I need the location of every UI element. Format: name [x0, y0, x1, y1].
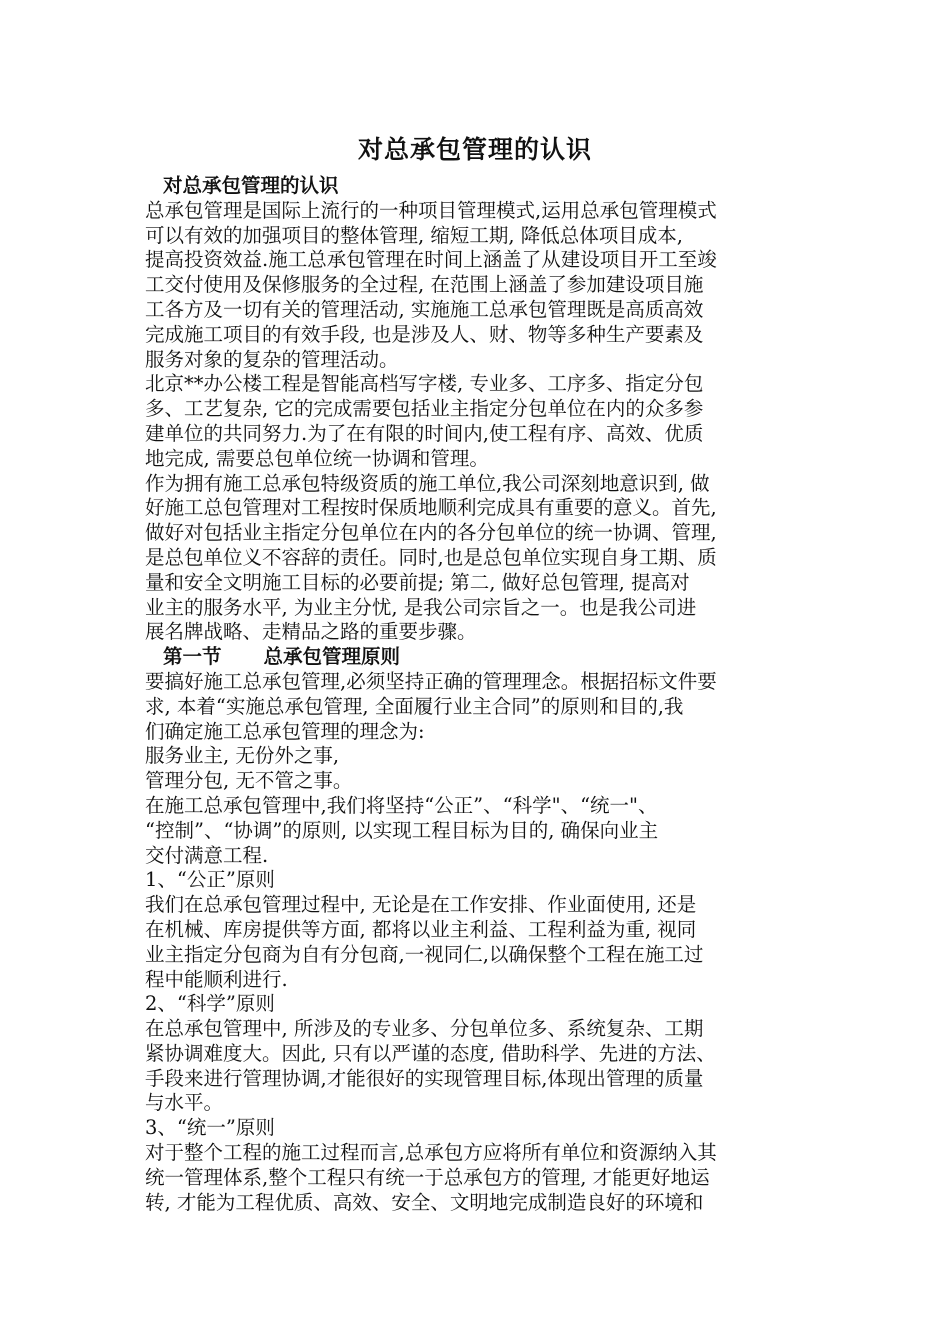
paragraph-line: 好施工总包管理对工程按时保质地顺利完成具有重要的意义。首先, — [145, 496, 717, 520]
paragraph-line: 建单位的共同努力.为了在有限的时间内,使工程有序、高效、优质 — [145, 421, 704, 445]
paragraph-line: 工交付使用及保修服务的全过程, 在范围上涵盖了参加建设项目施 — [145, 273, 704, 297]
paragraph-line: 程中能顺利进行. — [145, 967, 288, 991]
section-paragraphs — [145, 670, 815, 868]
document-title: 对总承包管理的认识 — [357, 135, 592, 164]
paragraph-line: 量和安全文明施工目标的必要前提; 第二, 做好总包管理, 提高对 — [145, 570, 690, 594]
paragraph-line: 多、工艺复杂, 它的完成需要包括业主指定分包单位在内的众多参 — [145, 397, 704, 421]
paragraph-line: 做好对包括业主指定分包单位在内的各分包单位的统一协调、管理, — [145, 521, 717, 545]
paragraph-line: 在总承包管理中, 所涉及的专业多、分包单位多、系统复杂、工期 — [145, 1017, 704, 1041]
paragraph — [145, 199, 815, 373]
principle-heading: 2、“科学”原则 — [145, 992, 275, 1016]
paragraph-line: 作为拥有施工总承包特级资质的施工单位,我公司深刻地意识到, 做 — [145, 471, 710, 495]
document-body — [145, 174, 815, 1215]
paragraph-line: 业主的服务水平, 为业主分忧, 是我公司宗旨之一。也是我公司进 — [145, 595, 697, 619]
paragraph-line: 们确定施工总承包管理的理念为: — [145, 719, 425, 743]
paragraph-line: 服务对象的复杂的管理活动。 — [145, 347, 399, 371]
paragraph-line: 地完成, 需要总包单位统一协调和管理。 — [145, 446, 489, 470]
paragraph — [145, 769, 815, 794]
paragraph — [145, 794, 815, 868]
principle-item — [145, 868, 815, 992]
paragraph-line: 是总包单位义不容辞的责任。同时,也是总包单位实现自身工期、质 — [145, 545, 717, 569]
paragraph — [145, 372, 815, 471]
paragraph-line: 紧协调难度大。因此, 只有以严谨的态度, 借助科学、先进的方法、 — [145, 1041, 716, 1065]
paragraph-line: “控制”、“协调”的原则, 以实现工程目标为目的, 确保向业主 — [145, 818, 659, 842]
section-number: 第一节 — [163, 645, 222, 669]
paragraph-line: 在机械、库房提供等方面, 都将以业主利益、工程利益为重, 视同 — [145, 917, 697, 941]
paragraph — [145, 670, 815, 744]
paragraph-line: 求, 本着“实施总承包管理, 全面履行业主合同”的原则和目的,我 — [145, 694, 684, 718]
paragraph-line: 业主指定分包商为自有分包商,一视同仁,以确保整个工程在施工过 — [145, 942, 704, 966]
document-subtitle: 对总承包管理的认识 — [163, 174, 339, 197]
paragraph-line: 我们在总承包管理过程中, 无论是在工作安排、作业面使用, 还是 — [145, 893, 697, 917]
principle-heading: 1、“公正”原则 — [145, 868, 275, 892]
principles-list — [145, 868, 815, 1215]
paragraph-line: 工各方及一切有关的管理活动, 实施施工总承包管理既是高质高效 — [145, 297, 704, 321]
paragraph-line: 管理分包, 无不管之事。 — [145, 769, 353, 793]
paragraph-line: 总承包管理是国际上流行的一种项目管理模式,运用总承包管理模式 — [145, 198, 717, 222]
paragraph — [145, 744, 815, 769]
section-title: 总承包管理原则 — [263, 645, 401, 669]
paragraph — [145, 472, 815, 646]
paragraph-line: 统一管理体系,整个工程只有统一于总承包方的管理, 才能更好地运 — [145, 1165, 710, 1189]
paragraph-line: 转, 才能为工程优质、高效、安全、文明地完成制造良好的环境和 — [145, 1190, 704, 1214]
principle-item — [145, 1116, 815, 1215]
paragraph-line: 要搞好施工总承包管理,必须坚持正确的管理理念。根据招标文件要 — [145, 669, 717, 693]
section-heading — [145, 645, 815, 670]
paragraph-line: 手段来进行管理协调,才能很好的实现管理目标,体现出管理的质量 — [145, 1066, 704, 1090]
paragraph-line: 交付满意工程. — [145, 843, 269, 867]
paragraph-line: 北京**办公楼工程是智能高档写字楼, 专业多、工序多、指定分包 — [145, 372, 704, 396]
intro-paragraphs — [145, 199, 815, 645]
paragraph-line: 完成施工项目的有效手段, 也是涉及人、财、物等多种生产要素及 — [145, 322, 704, 346]
paragraph-line: 与水平。 — [145, 1091, 224, 1115]
paragraph-line: 可以有效的加强项目的整体管理, 缩短工期, 降低总体项目成本, — [145, 223, 683, 247]
paragraph-line: 对于整个工程的施工过程而言,总承包方应将所有单位和资源纳入其 — [145, 1141, 717, 1165]
paragraph-line: 提高投资效益.施工总承包管理在时间上涵盖了从建设项目开工至竣 — [145, 248, 717, 272]
paragraph-line: 在施工总承包管理中,我们将坚持“公正”、“科学"、“统一"、 — [145, 793, 658, 817]
principle-item — [145, 992, 815, 1116]
paragraph-line: 服务业主, 无份外之事, — [145, 744, 340, 768]
paragraph-line: 展名牌战略、走精品之路的重要步骤。 — [145, 620, 477, 644]
principle-heading: 3、“统一”原则 — [145, 1116, 275, 1140]
